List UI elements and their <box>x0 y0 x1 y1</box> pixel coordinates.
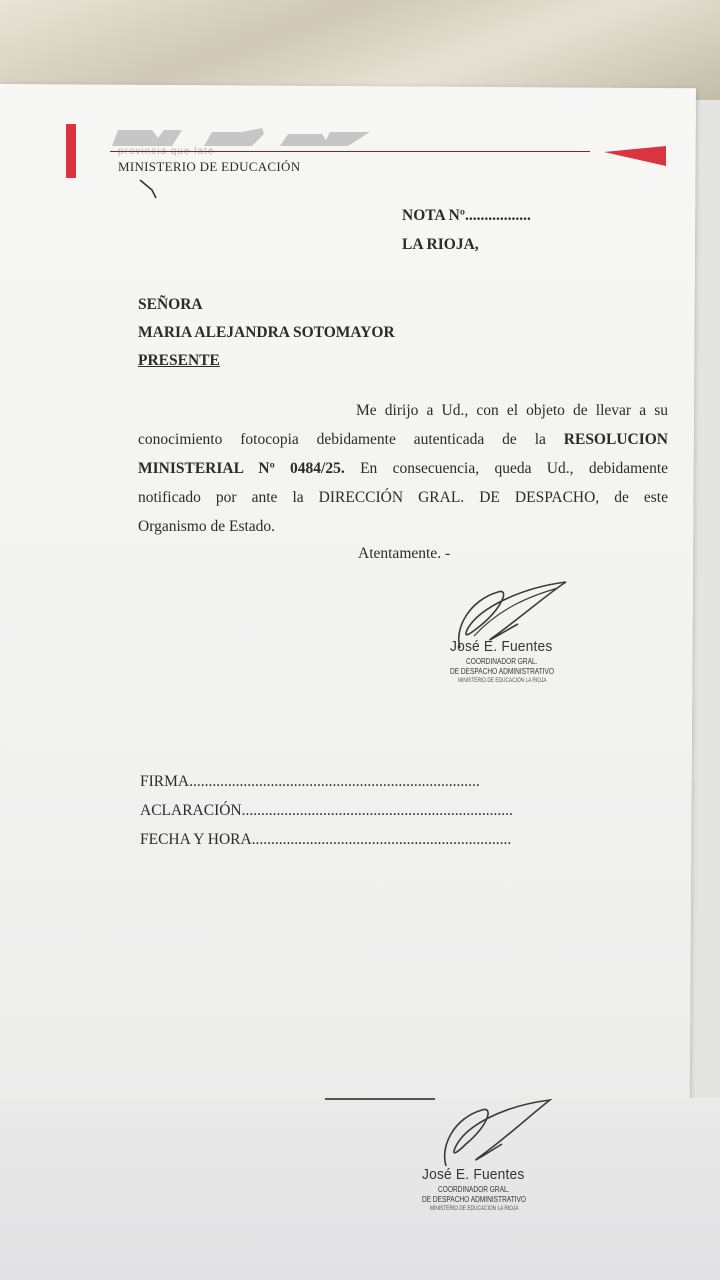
ministry-name: MINISTERIO DE EDUCACIÓN <box>118 159 301 174</box>
firma-line: FIRMA........................................................................... <box>140 773 480 790</box>
header-red-flag <box>604 146 666 166</box>
stamp-title-2: DE DESPACHO ADMINISTRATIVO <box>450 667 555 676</box>
stamp-name: José E. Fuentes <box>450 638 553 655</box>
salutation: SEÑORA <box>138 296 203 313</box>
fecha-hora-line: FECHA Y HORA................................................................... <box>140 831 512 848</box>
stamp-title-2-second: DE DESPACHO ADMINISTRATIVO <box>422 1195 527 1204</box>
body-line-4: notificado por ante la DIRECCIÓN GRAL. DE DESPACHO, de este <box>138 489 668 506</box>
body-line-1: Me dirijo a Ud., con el objeto de llevar a su <box>356 402 668 419</box>
letter-body <box>138 396 668 541</box>
handwritten-signature-second <box>432 1098 552 1172</box>
signature-stamp <box>440 578 590 690</box>
body-line-2: conocimiento fotocopia debidamente autenticada de la RESOLUCION <box>138 431 668 448</box>
aclaracion-line: ACLARACIÓN...................................................................... <box>140 802 513 819</box>
stamp-title-1: COORDINADOR GRAL. <box>466 657 538 666</box>
place-date: LA RIOJA, <box>402 236 479 253</box>
body-line-5: Organismo de Estado. <box>138 518 276 535</box>
nota-number: NOTA Nº................. <box>402 207 531 224</box>
pen-mark <box>138 176 164 200</box>
header-red-bar <box>66 124 76 178</box>
resolution-number: MINISTERIAL Nº 0484/25. <box>138 460 345 477</box>
second-page <box>0 1098 720 1280</box>
document-page <box>0 84 696 1118</box>
stamp-name-second: José E. Fuentes <box>422 1166 525 1183</box>
stamp-title-1-second: COORDINADOR GRAL. <box>438 1185 510 1194</box>
resolucion-bold: RESOLUCION <box>563 431 668 448</box>
body-line-3: MINISTERIAL Nº 0484/25. En consecuencia, queda Ud., debidamente <box>138 460 669 477</box>
recipient-name: MARIA ALEJANDRA SOTOMAYOR <box>138 324 395 341</box>
stamp-title-3-second: MINISTERIO DE EDUCACIÓN LA RIOJA <box>430 1206 519 1212</box>
presente-label: PRESENTE <box>138 352 220 369</box>
signature-stamp-second <box>412 1098 562 1224</box>
header-rule <box>110 151 590 152</box>
stamp-title-3: MINISTERIO DE EDUCACIÓN LA RIOJA <box>458 678 547 684</box>
closing: Atentamente. - <box>358 545 451 562</box>
